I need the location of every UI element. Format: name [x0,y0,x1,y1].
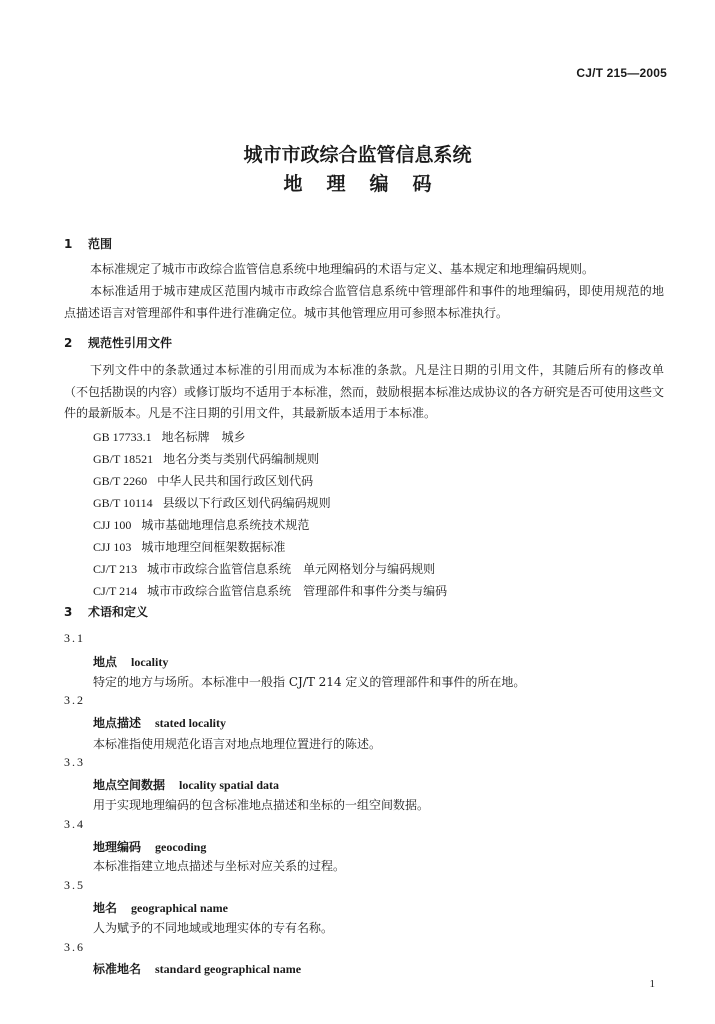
term-number: 3.3 [64,755,85,769]
reference-code: CJ/T 213 [93,562,138,576]
reference-item [93,538,285,555]
reference-item [93,582,447,599]
term-zh: 地点描述 [93,716,142,730]
reference-name: 城市地理空间框架数据标准 [141,540,286,554]
term-en: geographical name [131,901,229,915]
term-en: locality spatial data [179,778,280,792]
term-heading [93,714,226,731]
reference-name: 城市市政综合监管信息系统 单元网格划分与编码规则 [147,562,436,576]
term-number: 3.1 [64,631,85,645]
paragraph: 本标准规定了城市市政综合监管信息系统中地理编码的术语与定义、基本规定和地理编码规则。 [90,262,595,276]
section-title: 术语和定义 [88,605,149,619]
standard-code: CJ/T 215—2005 [576,66,667,80]
paragraph: 下列文件中的条款通过本标准的引用而成为本标准的条款。凡是注日期的引用文件，其随后所有的修改单（不包括勘误的内容）或修订版均不适用于本标准，然而，鼓励根据本标准达成协议的各方研究是否可使用这些文件的最新版本。凡是不注日期的引用文件，其最新版本适用于本标准。 [64,363,665,420]
section-number: 1 [64,237,73,251]
page-number: 1 [649,978,655,990]
reference-name: 城市基础地理信息系统技术规范 [141,518,310,532]
section-heading-3 [64,603,148,620]
section-title: 规范性引用文件 [88,336,173,350]
term-heading [93,653,168,670]
term-zh: 地点 [93,655,118,669]
document-subtitle: 地理编码 [283,173,456,195]
section-heading-2 [64,334,172,351]
reference-name: 中华人民共和国行政区划代码 [157,474,314,488]
reference-name: 城市市政综合监管信息系统 管理部件和事件分类与编码 [147,584,448,598]
term-number: 3.5 [64,878,85,892]
reference-code: CJJ 100 [93,518,132,532]
term-zh: 地名 [93,901,118,915]
document-title: 城市市政综合监管信息系统 [243,144,472,166]
term-definition: 本标准指建立地点描述与坐标对应关系的过程。 [93,859,346,873]
term-definition: 本标准指使用规范化语言对地点地理位置进行的陈述。 [93,737,382,751]
reference-item [93,450,319,467]
reference-item [93,428,246,445]
term-heading [93,960,301,977]
reference-item [93,516,309,533]
term-heading [93,776,279,793]
reference-code: GB/T 18521 [93,452,154,466]
reference-code: GB 17733.1 [93,430,152,444]
reference-name: 县级以下行政区划代码编码规则 [162,496,331,510]
reference-code: GB/T 2260 [93,474,148,488]
term-number: 3.4 [64,817,85,831]
term-en: standard geographical name [155,962,302,976]
section-heading-1 [64,235,112,252]
paragraph: 本标准适用于城市建成区范围内城市市政综合监管信息系统中管理部件和事件的地理编码，即使用规范的地点描述语言对管理部件和事件进行准确定位。城市其他管理应用可参照本标准执行。 [64,284,664,320]
reference-item [93,560,435,577]
term-zh: 标准地名 [93,962,142,976]
term-definition: 人为赋予的不同地域或地理实体的专有名称。 [93,921,334,935]
reference-code: CJJ 103 [93,540,132,554]
section-number: 2 [64,336,73,350]
term-definition: 用于实现地理编码的包含标准地点描述和坐标的一组空间数据。 [93,798,430,812]
term-en: stated locality [155,716,227,730]
term-definition: 特定的地方与场所。本标准中一般指 CJ/T 214 定义的管理部件和事件的所在地。 [93,675,526,689]
reference-name: 地名标牌 城乡 [161,430,246,444]
term-zh: 地理编码 [93,840,142,854]
reference-code: CJ/T 214 [93,584,138,598]
section-number: 3 [64,605,73,619]
term-heading [93,838,206,855]
term-heading [93,899,228,916]
term-zh: 地点空间数据 [93,778,166,792]
term-en: locality [131,655,169,669]
term-number: 3.6 [64,940,85,954]
reference-name: 地名分类与类别代码编制规则 [163,452,320,466]
section-title: 范围 [88,237,113,251]
reference-item [93,494,331,511]
reference-item [93,472,313,489]
term-number: 3.2 [64,693,85,707]
term-en: geocoding [155,840,207,854]
reference-code: GB/T 10114 [93,496,153,510]
